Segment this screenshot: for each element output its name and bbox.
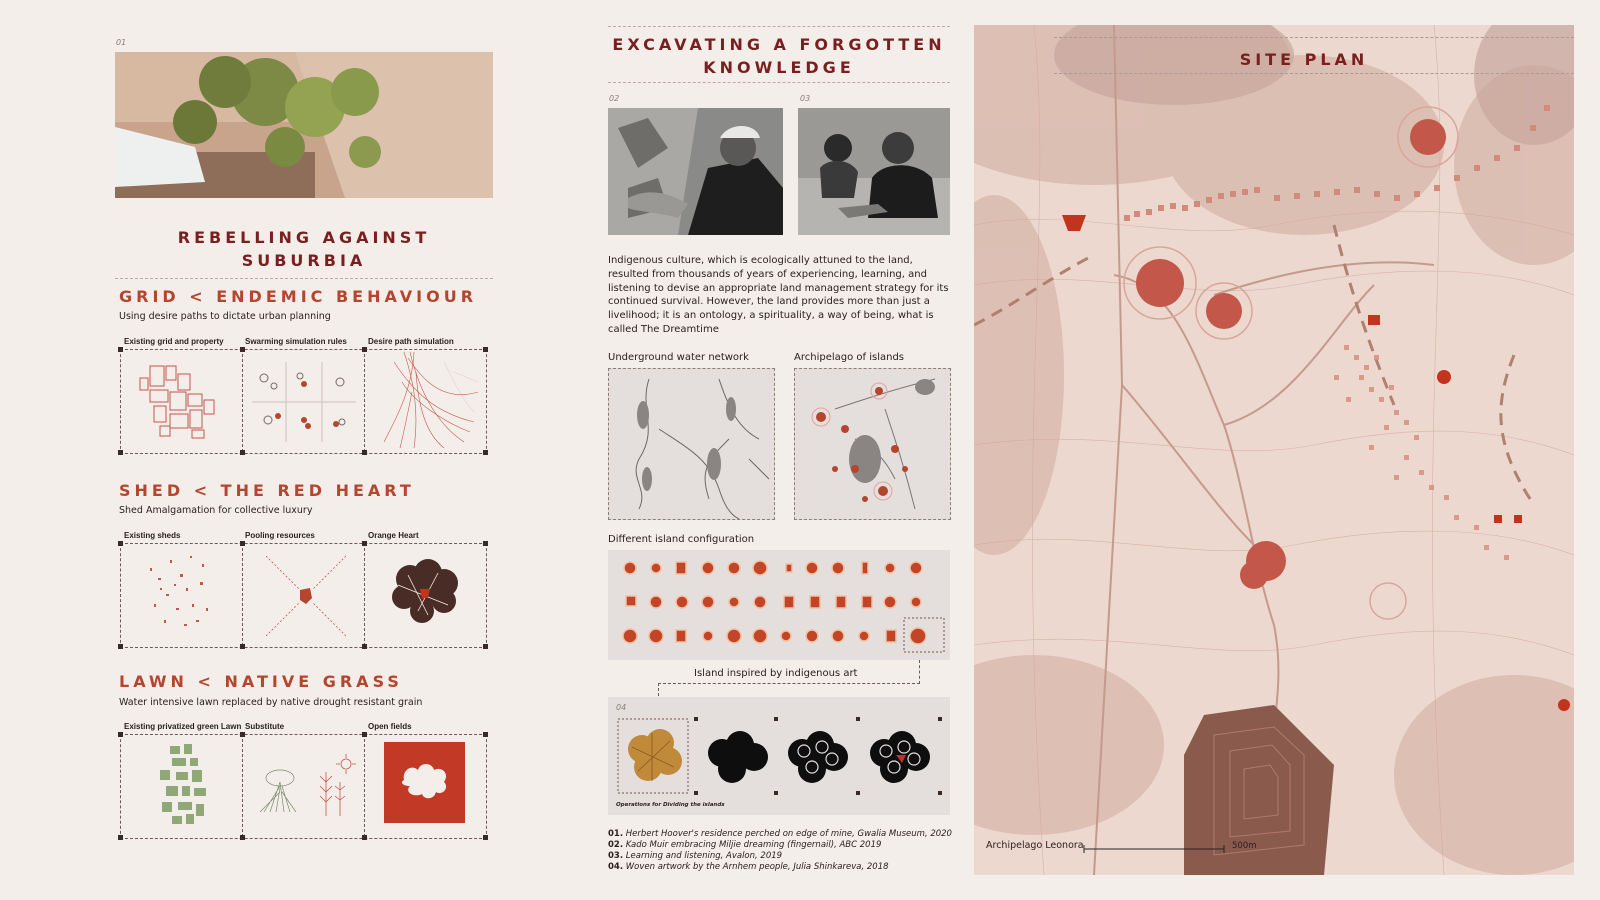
frame-corner (362, 450, 367, 455)
frame-corner (240, 347, 245, 352)
photo-number-01: 01 (116, 38, 127, 47)
label-archipelago-islands: Archipelago of islands (794, 352, 905, 363)
site-plan-top-rule (1054, 37, 1574, 38)
grid-panel-divider-2 (364, 349, 365, 452)
frame-corner (483, 732, 488, 737)
section-lawn-subtitle: Water intensive lawn replaced by native drought resistant grain (119, 697, 423, 708)
footnote-4-number: 04. (608, 862, 624, 872)
panel-woven-artwork (608, 697, 950, 815)
left-divider (115, 278, 493, 279)
grid-panel-divider-1 (242, 349, 243, 452)
frame-corner (362, 347, 367, 352)
footnote-3-text: Learning and listening, Avalon, 2019 (625, 851, 783, 861)
photo-kado-muir (608, 108, 783, 235)
frame-corner (240, 541, 245, 546)
frame-corner (118, 450, 123, 455)
diagram-open-fields (384, 742, 465, 823)
frame-corner (118, 541, 123, 546)
diagram-substitute-grass (250, 752, 360, 826)
panel-label-swarming: Swarming simulation rules (245, 337, 347, 346)
frame-corner (362, 541, 367, 546)
lawn-panel-divider-2 (364, 734, 365, 837)
frame-corner (118, 732, 123, 737)
label-island-configuration: Different island configuration (608, 534, 755, 545)
diagram-archipelago-islands (794, 368, 951, 520)
middle-top-divider (608, 26, 950, 27)
panel-label-orange-heart: Orange Heart (368, 531, 419, 540)
diagram-swarming-rules (252, 362, 356, 446)
section-grid-subtitle: Using desire paths to dictate urban planning (119, 311, 331, 322)
panel-label-existing-sheds: Existing sheds (124, 531, 181, 540)
frame-corner (240, 835, 245, 840)
label-underground-water: Underground water network (608, 352, 749, 363)
frame-corner (118, 644, 123, 649)
left-title-line1: REBELLING AGAINST (177, 228, 431, 247)
diagram-underground-water (608, 368, 775, 520)
diagram-island-configurations (608, 550, 950, 660)
footnote-1 (608, 829, 953, 840)
site-plan-title: SITE PLAN (1239, 50, 1369, 69)
frame-corner (483, 541, 488, 546)
footnote-2-text: Kado Muir embracing Miljie dreaming (fingernail), ABC 2019 (625, 840, 882, 850)
diagram-existing-sheds (140, 548, 230, 642)
frame-corner (362, 835, 367, 840)
panel-label-substitute: Substitute (245, 722, 285, 731)
frame-corner (118, 347, 123, 352)
left-title (115, 226, 493, 272)
scale-value: 500m (1232, 841, 1257, 851)
connector-vertical (919, 660, 920, 684)
panel-label-pooling: Pooling resources (245, 531, 315, 540)
panel-label-existing-grid: Existing grid and property (124, 337, 224, 346)
panel-label-open-fields: Open fields (368, 722, 412, 731)
panel-label-privatized-lawn: Existing privatized green Lawn (124, 722, 242, 731)
frame-corner (483, 450, 488, 455)
lawn-panel-divider-1 (242, 734, 243, 837)
frame-corner (362, 644, 367, 649)
section-grid-heading: GRID < ENDEMIC BEHAVIOUR (119, 287, 478, 306)
middle-title-line2: KNOWLEDGE (703, 58, 855, 77)
frame-corner (362, 732, 367, 737)
scale-label: Archipelago Leonora (986, 840, 1084, 851)
left-title-line2: SUBURBIA (241, 251, 367, 270)
frame-corner (483, 347, 488, 352)
frame-corner (483, 644, 488, 649)
footnote-3 (608, 851, 953, 862)
photo-number-03: 03 (800, 94, 811, 103)
middle-title (608, 33, 950, 79)
dreamtime-paragraph: Indigenous culture, which is ecologically attuned to the land, resulted from thousands of years of experiencing, learning, and listening to devise an appropriate land management strategy for its continued survival. However, the land provides more than just a livelihood; it is an ontology, a spirituality, a way of being, what is called The Dreamtime (608, 255, 949, 335)
section-shed-heading: SHED < THE RED HEART (119, 481, 415, 500)
section-shed-subtitle: Shed Amalgamation for collective luxury (119, 505, 313, 516)
frame-corner (483, 835, 488, 840)
label-island-inspired: Island inspired by indigenous art (690, 668, 861, 679)
footnote-2-number: 02. (608, 840, 624, 850)
photo-number-04: 04 (616, 703, 627, 712)
footnote-4 (608, 862, 953, 873)
diagram-pooling-resources (266, 556, 346, 640)
site-plan-map (974, 25, 1574, 875)
footnote-4-text: Woven artwork by the Arnhem people, Julia Shinkareva, 2018 (625, 862, 889, 872)
photo-number-02: 02 (609, 94, 620, 103)
photo-hoover-residence (115, 52, 493, 198)
footnote-1-number: 01. (608, 829, 624, 839)
diagram-orange-heart (388, 555, 464, 635)
diagram-desire-path (374, 352, 482, 452)
shed-panel-divider-2 (364, 543, 365, 646)
footnote-1-text: Herbert Hoover's residence perched on edge of mine, Gwalia Museum, 2020 (625, 829, 952, 839)
diagram-privatized-lawn (150, 742, 220, 832)
shed-panel-divider-1 (242, 543, 243, 646)
middle-title-divider (608, 82, 950, 83)
frame-corner (118, 835, 123, 840)
footnotes (608, 829, 953, 873)
middle-title-line1: EXCAVATING A FORGOTTEN (612, 35, 946, 54)
connector-horizontal (658, 683, 920, 684)
panel4-caption: Operations for Dividing the islands (616, 802, 725, 808)
diagram-existing-grid (130, 356, 230, 450)
frame-corner (240, 644, 245, 649)
frame-corner (240, 450, 245, 455)
frame-corner (240, 732, 245, 737)
footnote-2 (608, 840, 953, 851)
footnote-3-number: 03. (608, 851, 624, 861)
site-plan-title-rule (1054, 73, 1574, 74)
section-lawn-heading: LAWN < NATIVE GRASS (119, 672, 403, 691)
panel-label-desire-path: Desire path simulation (368, 337, 454, 346)
photo-learning-listening (798, 108, 950, 235)
